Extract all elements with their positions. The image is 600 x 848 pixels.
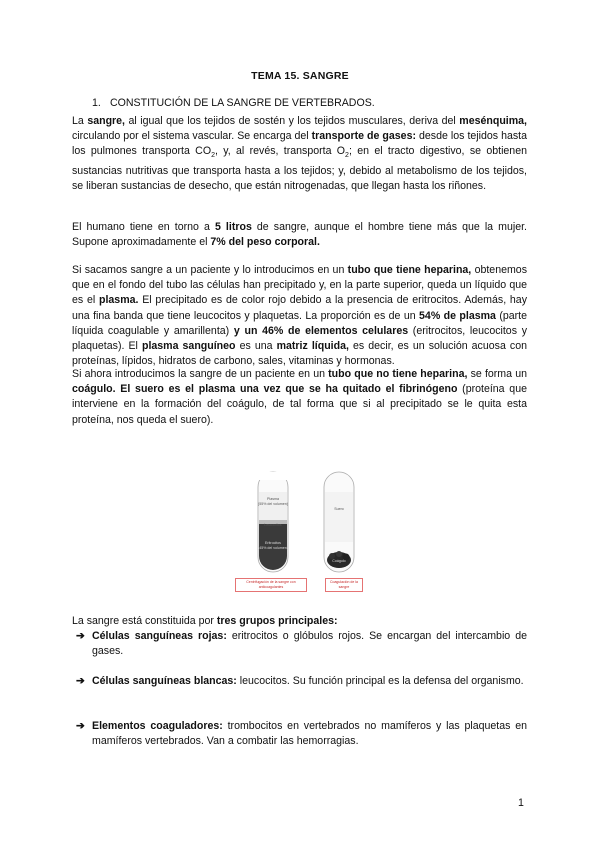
page-number: 1 bbox=[518, 797, 524, 809]
no-heparin-tube bbox=[324, 472, 354, 572]
list-item: ➔ Células sanguíneas blancas: leucocitos. Su función principal es la defensa del organismo. bbox=[92, 674, 527, 689]
figure-caption-coagulation: Coagulación de la sangre bbox=[325, 578, 363, 592]
tube1-erythrocytes-label: Eritrocitos bbox=[265, 541, 281, 545]
section-number: 1. bbox=[92, 97, 101, 109]
paragraph-heparin-tube: Si sacamos sangre a un paciente y lo introducimos en un tubo que tiene heparina, obtenemos que en el fondo del tubo las células han precipitado y, en la parte superior, queda un líquido que es el plasma. El precipitado es de color rojo debido a la presencia de eritrocitos. Además, hay una fina banda que tiene leucocitos y plaquetas. La proporción es de un 54% de plasma (parte líquida coagulable y amarillenta) y un 46% de elementos celulares (eritrocitos, leucocitos y plaquetas). El plasma sanguíneo es una matriz líquida, es decir, es un solución acuosa con proteínas, lípidos, hidratos de carbono, sales, vitaminas y hormonas. bbox=[72, 264, 528, 368]
arrow-bullet-icon: ➔ bbox=[76, 675, 85, 687]
section-label: CONSTITUCIÓN DE LA SANGRE DE VERTEBRADOS. bbox=[110, 97, 375, 109]
list-item: ➔ Elementos coaguladores: trombocitos en vertebrados no mamíferos y las plaquetas en mamíferos vertebrados. Van a combatir las hemorragias. bbox=[76, 720, 527, 748]
paragraph-three-groups: La sangre está constituida por tres grupos principales: bbox=[72, 615, 338, 627]
tube2-clot-label: Coágulo bbox=[332, 559, 346, 563]
tube2-serum-label: Suero bbox=[334, 507, 344, 511]
tube1-plasma-label: Plasma bbox=[267, 497, 279, 501]
page-title: TEMA 15. SANGRE bbox=[251, 70, 349, 82]
paragraph-no-heparin-tube: Si ahora introducimos la sangre de un paciente en un tubo que no tiene heparina, se forma un coágulo. El suero es el plasma una vez que se ha quitado el fibrinógeno (proteína que interviene en la formación del coágulo, de tal forma que si al precipitado se le quita esta proteína, nos queda el suero). bbox=[72, 368, 527, 426]
tube1-leucocytes-label: Leucocitos bbox=[264, 523, 282, 527]
figure-caption-centrifugation: Centrifugación de la sangre con anticoagulantes bbox=[235, 578, 307, 592]
arrow-bullet-icon: ➔ bbox=[76, 630, 85, 642]
list-item: ➔ Células sanguíneas rojas: eritrocitos o glóbulos rojos. Se encargan del intercambio de gases. bbox=[76, 630, 527, 658]
paragraph-blood-volume: El humano tiene en torno a 5 litros de sangre, aunque el hombre tiene más que la mujer. Supone aproximadamente el 7% del peso corporal. bbox=[72, 221, 527, 249]
tube1-plasma-volume: (55% del volumen) bbox=[258, 502, 288, 506]
heparin-tube bbox=[258, 472, 288, 572]
tube1-erythrocytes-volume: (45% del volumen) bbox=[258, 546, 288, 550]
paragraph-blood-intro: La sangre, al igual que los tejidos de sostén y los tejidos musculares, deriva del mesénquima, circulando por el sistema vascular. Se encarga del transporte de gases: desde los tejidos hasta los pulmones transporta $CO_2$, y, al revés, transporta $O_2$; en el tracto digestivo, se obtienen sustancias nutritivas que transporta hasta a los tejidos; y, debido al metabolismo de los tejidos, se liberan sustancias de desecho, que están nitrogenadas, que llegan hasta los riñones. bbox=[72, 115, 527, 192]
section-heading bbox=[92, 97, 375, 109]
arrow-bullet-icon: ➔ bbox=[76, 720, 85, 732]
